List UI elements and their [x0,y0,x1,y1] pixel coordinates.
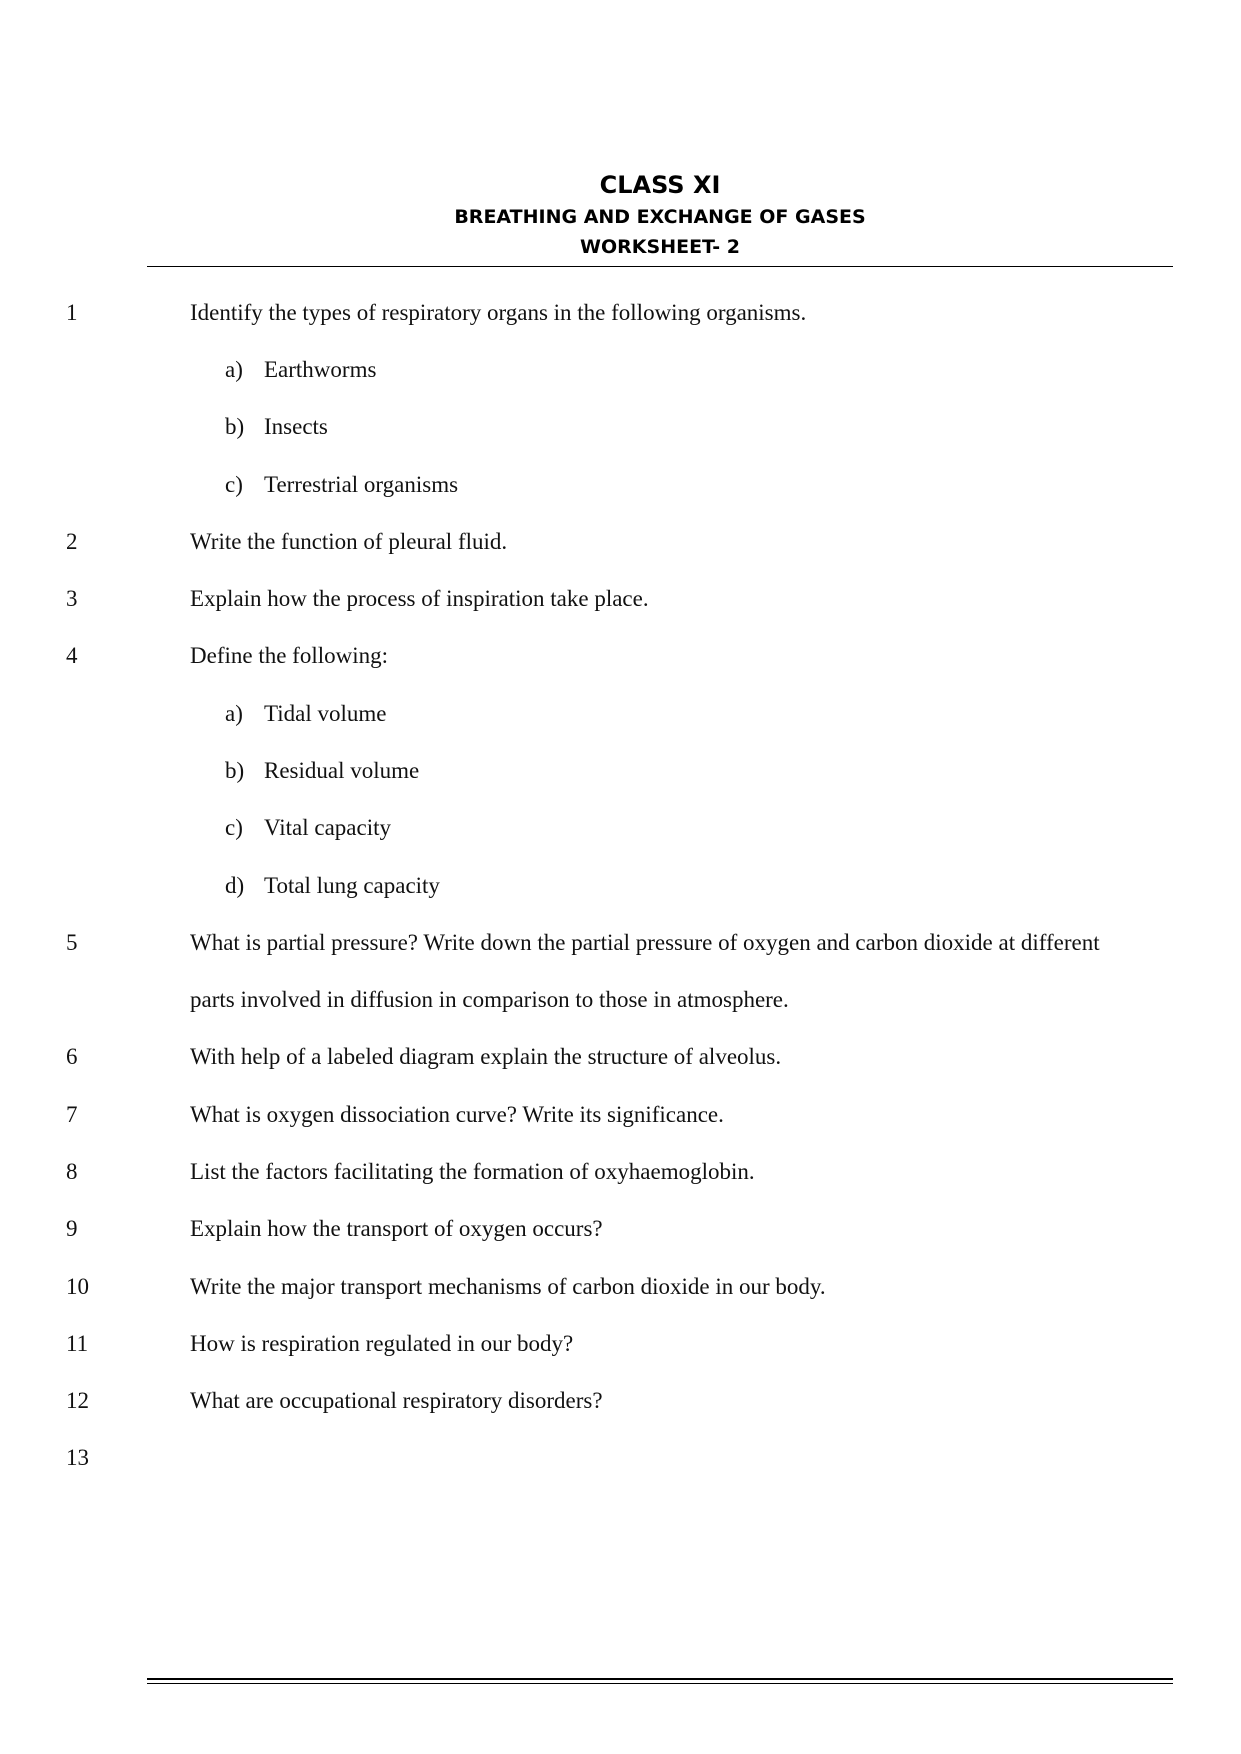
question-text-continuation: parts involved in diffusion in comparison to those in atmosphere. [190,987,789,1012]
question-number: 2 [66,529,78,554]
question-text: Define the following: [190,643,389,668]
question-number: 1 [66,300,78,325]
question-number: 3 [66,586,78,611]
subitem-text: Total lung capacity [264,873,440,898]
subitem-label: a) [225,701,243,726]
question-text: How is respiration regulated in our body? [190,1331,574,1356]
question-number: 6 [66,1044,78,1069]
chapter-title: BREATHING AND EXCHANGE OF GASES [454,206,866,228]
question-text: What is oxygen dissociation curve? Write its significance. [190,1102,724,1127]
subitem-label: c) [225,472,243,497]
question-text: Write the function of pleural fluid. [190,529,508,554]
worksheet-title: WORKSHEET- 2 [580,236,740,258]
subitem-label: c) [225,815,243,840]
footer-divider [147,1678,1173,1684]
question-text: What is partial pressure? Write down the partial pressure of oxygen and carbon dioxide at different [190,930,1100,955]
question-text: Write the major transport mechanisms of carbon dioxide in our body. [190,1274,826,1299]
question-number: 10 [66,1274,89,1299]
subitem-text: Terrestrial organisms [264,472,459,497]
subitem-text: Insects [264,414,328,439]
question-number: 13 [66,1445,89,1470]
worksheet-header [147,168,1173,262]
question-number: 4 [66,643,78,668]
subitem-label: d) [225,873,245,898]
question-number: 12 [66,1388,89,1413]
question-number: 9 [66,1216,78,1241]
question-text: With help of a labeled diagram explain the structure of alveolus. [190,1044,782,1069]
question-number: 5 [66,930,78,955]
question-text: What are occupational respiratory disorders? [190,1388,603,1413]
subitem-label: b) [225,414,245,439]
class-title: CLASS XI [599,171,721,199]
subitem-label: a) [225,357,243,382]
subitem-text: Vital capacity [264,815,391,840]
question-text: List the factors facilitating the formation of oxyhaemoglobin. [190,1159,755,1184]
subitem-text: Tidal volume [264,701,387,726]
subitem-text: Earthworms [264,357,377,382]
question-number: 8 [66,1159,78,1184]
subitem-text: Residual volume [264,758,420,783]
question-text: Explain how the transport of oxygen occurs? [190,1216,603,1241]
question-number: 7 [66,1102,78,1127]
question-number: 11 [66,1331,89,1356]
subitem-label: b) [225,758,245,783]
header-divider [147,266,1173,267]
question-text: Identify the types of respiratory organs in the following organisms. [190,300,807,325]
question-text: Explain how the process of inspiration take place. [190,586,649,611]
